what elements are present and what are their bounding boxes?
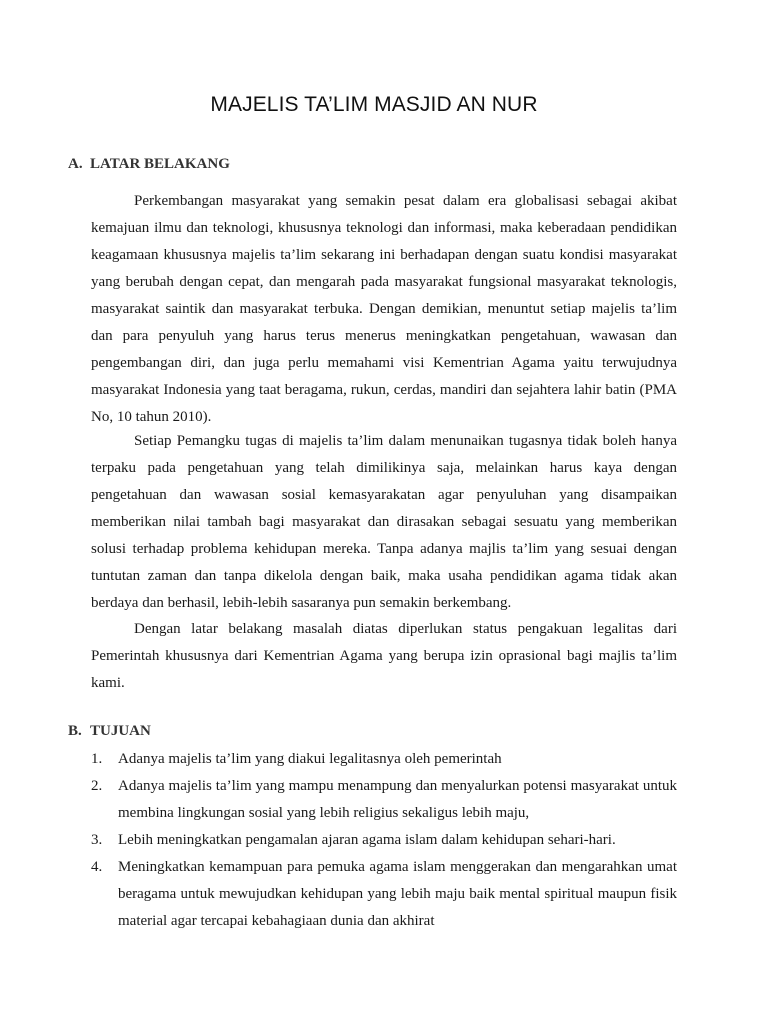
list-item-text: Adanya majelis ta’lim yang mampu menampung dan menyalurkan potensi masyarakat untuk membina lingkungan sosial yang lebih religius sekaligus lebih maju, [118, 778, 677, 821]
list-item-number: 3. [91, 832, 103, 848]
list-item [91, 773, 677, 827]
list-item-number: 4. [91, 859, 103, 875]
section-a-letter: A. [68, 156, 83, 172]
section-b-heading [68, 723, 151, 740]
section-a-paragraph-2: Setiap Pemangku tugas di majelis ta’lim dalam menunaikan tugasnya tidak boleh hanya terpaku pada pengetahuan yang telah dimilikinya saja, melainkan harus kaya dengan pengetahuan dan wawasan sosial kemasyarakatan agar penyuluhan yang disampaikan memberikan nilai tambah bagi masyarakat dan dirasakan sebagai sesuatu yang memberikan solusi terhadap problema kehidupan mereka. Tanpa adanya majlis ta’lim yang sesuai dengan tuntutan zaman dan tanpa dikelola dengan baik, maka usaha pendidikan agama tidak akan berdaya dan berhasil, lebih-lebih sasaranya pun semakin berkembang. [91, 433, 677, 611]
goals-list [91, 746, 677, 935]
list-item [91, 854, 677, 935]
section-b-title: TUJUAN [90, 723, 151, 739]
section-a-heading [68, 156, 230, 173]
section-a-paragraph-1: Perkembangan masyarakat yang semakin pesat dalam era globalisasi sebagai akibat kemajuan ilmu dan teknologi, khususnya teknologi dan informasi, maka keberadaan pendidikan keagamaan khususnya majelis ta’lim sekarang ini berhadapan dengan suatu kondisi masyarakat yang berubah dengan cepat, dan mengarah pada masyarakat fungsional masyarakat teknologis, masyarakat saintik dan masyarakat terbuka. Dengan demikian, menuntut setiap majelis ta’lim dan para penyuluh yang harus terus menerus meningkatkan pengetahuan, wawasan dan pengembangan diri, dan juga perlu memahami visi Kementrian Agama yaitu terwujudnya masyarakat Indonesia yang taat beragama, rukun, cerdas, mandiri dan sejahtera lahir batin (PMA No, 10 tahun 2010). [91, 193, 677, 425]
section-a-paragraph-3: Dengan latar belakang masalah diatas diperlukan status pengakuan legalitas dari Pemerintah khususnya dari Kementrian Agama yang berupa izin oprasional bagi majlis ta’lim kami. [91, 621, 677, 691]
list-item [91, 827, 677, 854]
list-item [91, 746, 677, 773]
document-title: MAJELIS TA’LIM MASJID AN NUR [210, 93, 538, 116]
list-item-number: 1. [91, 751, 103, 767]
list-item-text: Meningkatkan kemampuan para pemuka agama islam menggerakan dan mengarahkan umat beragama untuk mewujudkan kehidupan yang lebih maju baik mental spiritual maupun fisik material agar tercapai kebahagiaan dunia dan akhirat [118, 859, 677, 929]
list-item-text: Adanya majelis ta’lim yang diakui legalitasnya oleh pemerintah [118, 751, 502, 767]
list-item-number: 2. [91, 778, 103, 794]
section-b-letter: B. [68, 723, 82, 739]
list-item-text: Lebih meningkatkan pengamalan ajaran agama islam dalam kehidupan sehari-hari. [118, 832, 616, 848]
section-a-title: LATAR BELAKANG [90, 156, 230, 172]
